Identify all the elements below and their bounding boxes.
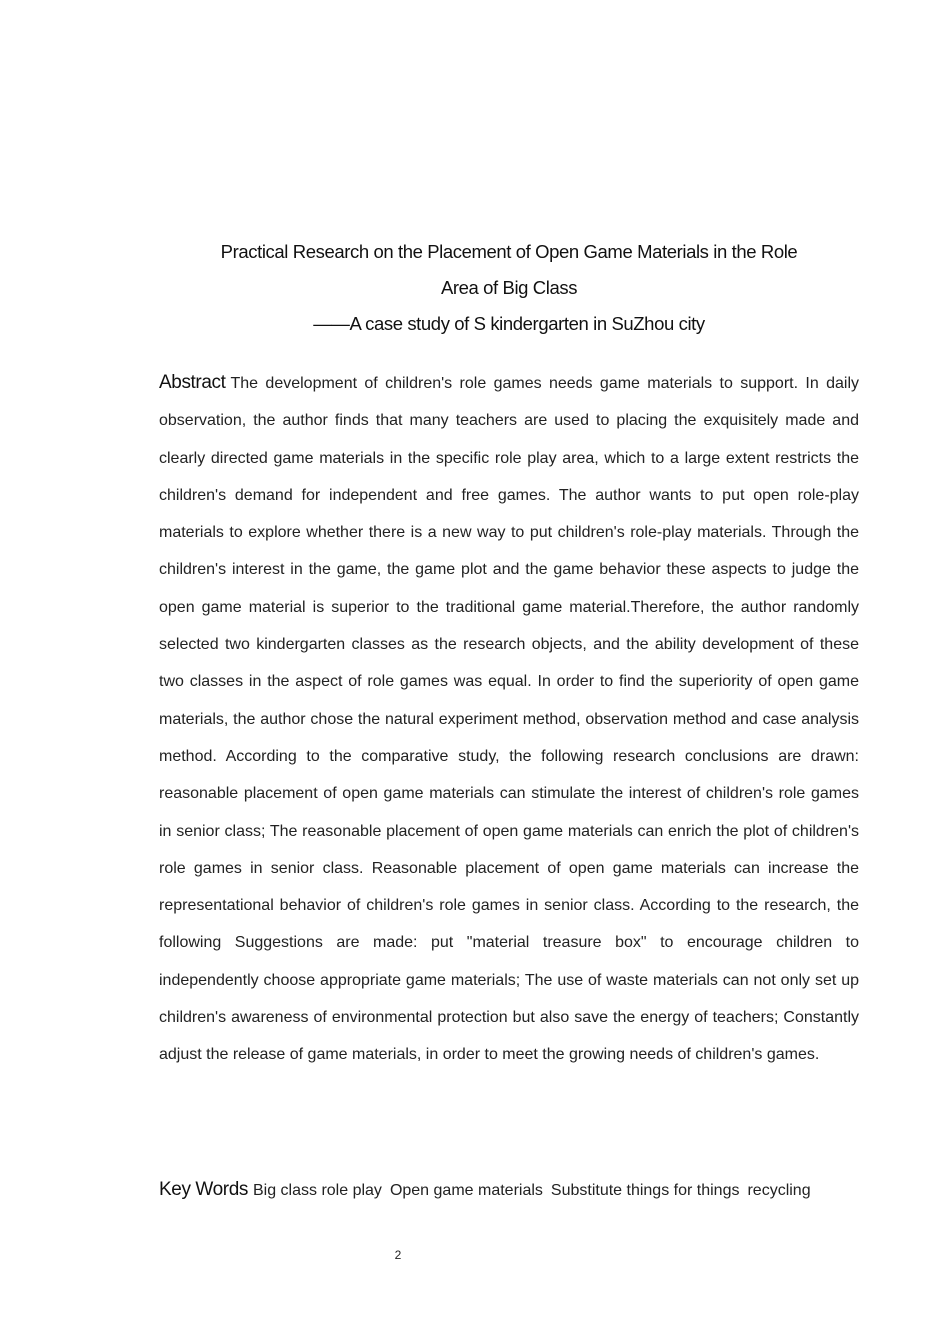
title-block [159, 234, 859, 342]
paper-title-line-1: Practical Research on the Placement of Open Game Materials in the Role [220, 241, 798, 262]
keywords-label: Key Words [159, 1179, 248, 1200]
abstract-text: The development of children's role games needs game materials to support. In daily observation, the author finds that many teachers are used to placing the exquisitely made and clearly directed game materials in the specific role play area, which to a large extent restricts the children's demand for independent and free games. The author wants to put open role-play materials to explore whether there is a new way to put children's role-play materials. Through the children's interest in the game, the game plot and the game behavior these aspects to judge the open game material is superior to the traditional game material.Therefore, the author randomly selected two kindergarten classes as the research objects, and the ability development of these two classes in the aspect of role games was equal. In order to find the superiority of open game materials, the author chose the natural experiment method, observation method and case analysis method. According to the comparative study, the following research conclusions are drawn: reasonable placement of open game materials can stimulate the interest of children's role games in senior class; The reasonable placement of open game materials can enrich the plot of children's role games in senior class. Reasonable placement of open game materials can increase the representational behavior of children's role games in senior class. According to the research, the following Suggestions are made: put "material treasure box" to encourage children to independently choose appropriate game materials; The use of waste materials can not only set up children's awareness of environmental protection but also save the energy of teachers; Constantly adjust the release of game materials, in order to meet the growing needs of children's games. [159, 375, 859, 1064]
abstract-label: Abstract [159, 372, 226, 393]
abstract-section [159, 364, 859, 1074]
keyword: Big class role play [252, 1182, 382, 1199]
keyword: Substitute things for things [550, 1182, 740, 1199]
paper-title-line-2: Area of Big Class [440, 277, 578, 298]
keyword: Open game materials [389, 1182, 543, 1199]
keywords-section [159, 1172, 879, 1209]
paper-subtitle: ——A case study of S kindergarten in SuZhou city [313, 313, 705, 334]
page-number: 2 [394, 1248, 402, 1262]
keyword: recycling [747, 1182, 811, 1199]
